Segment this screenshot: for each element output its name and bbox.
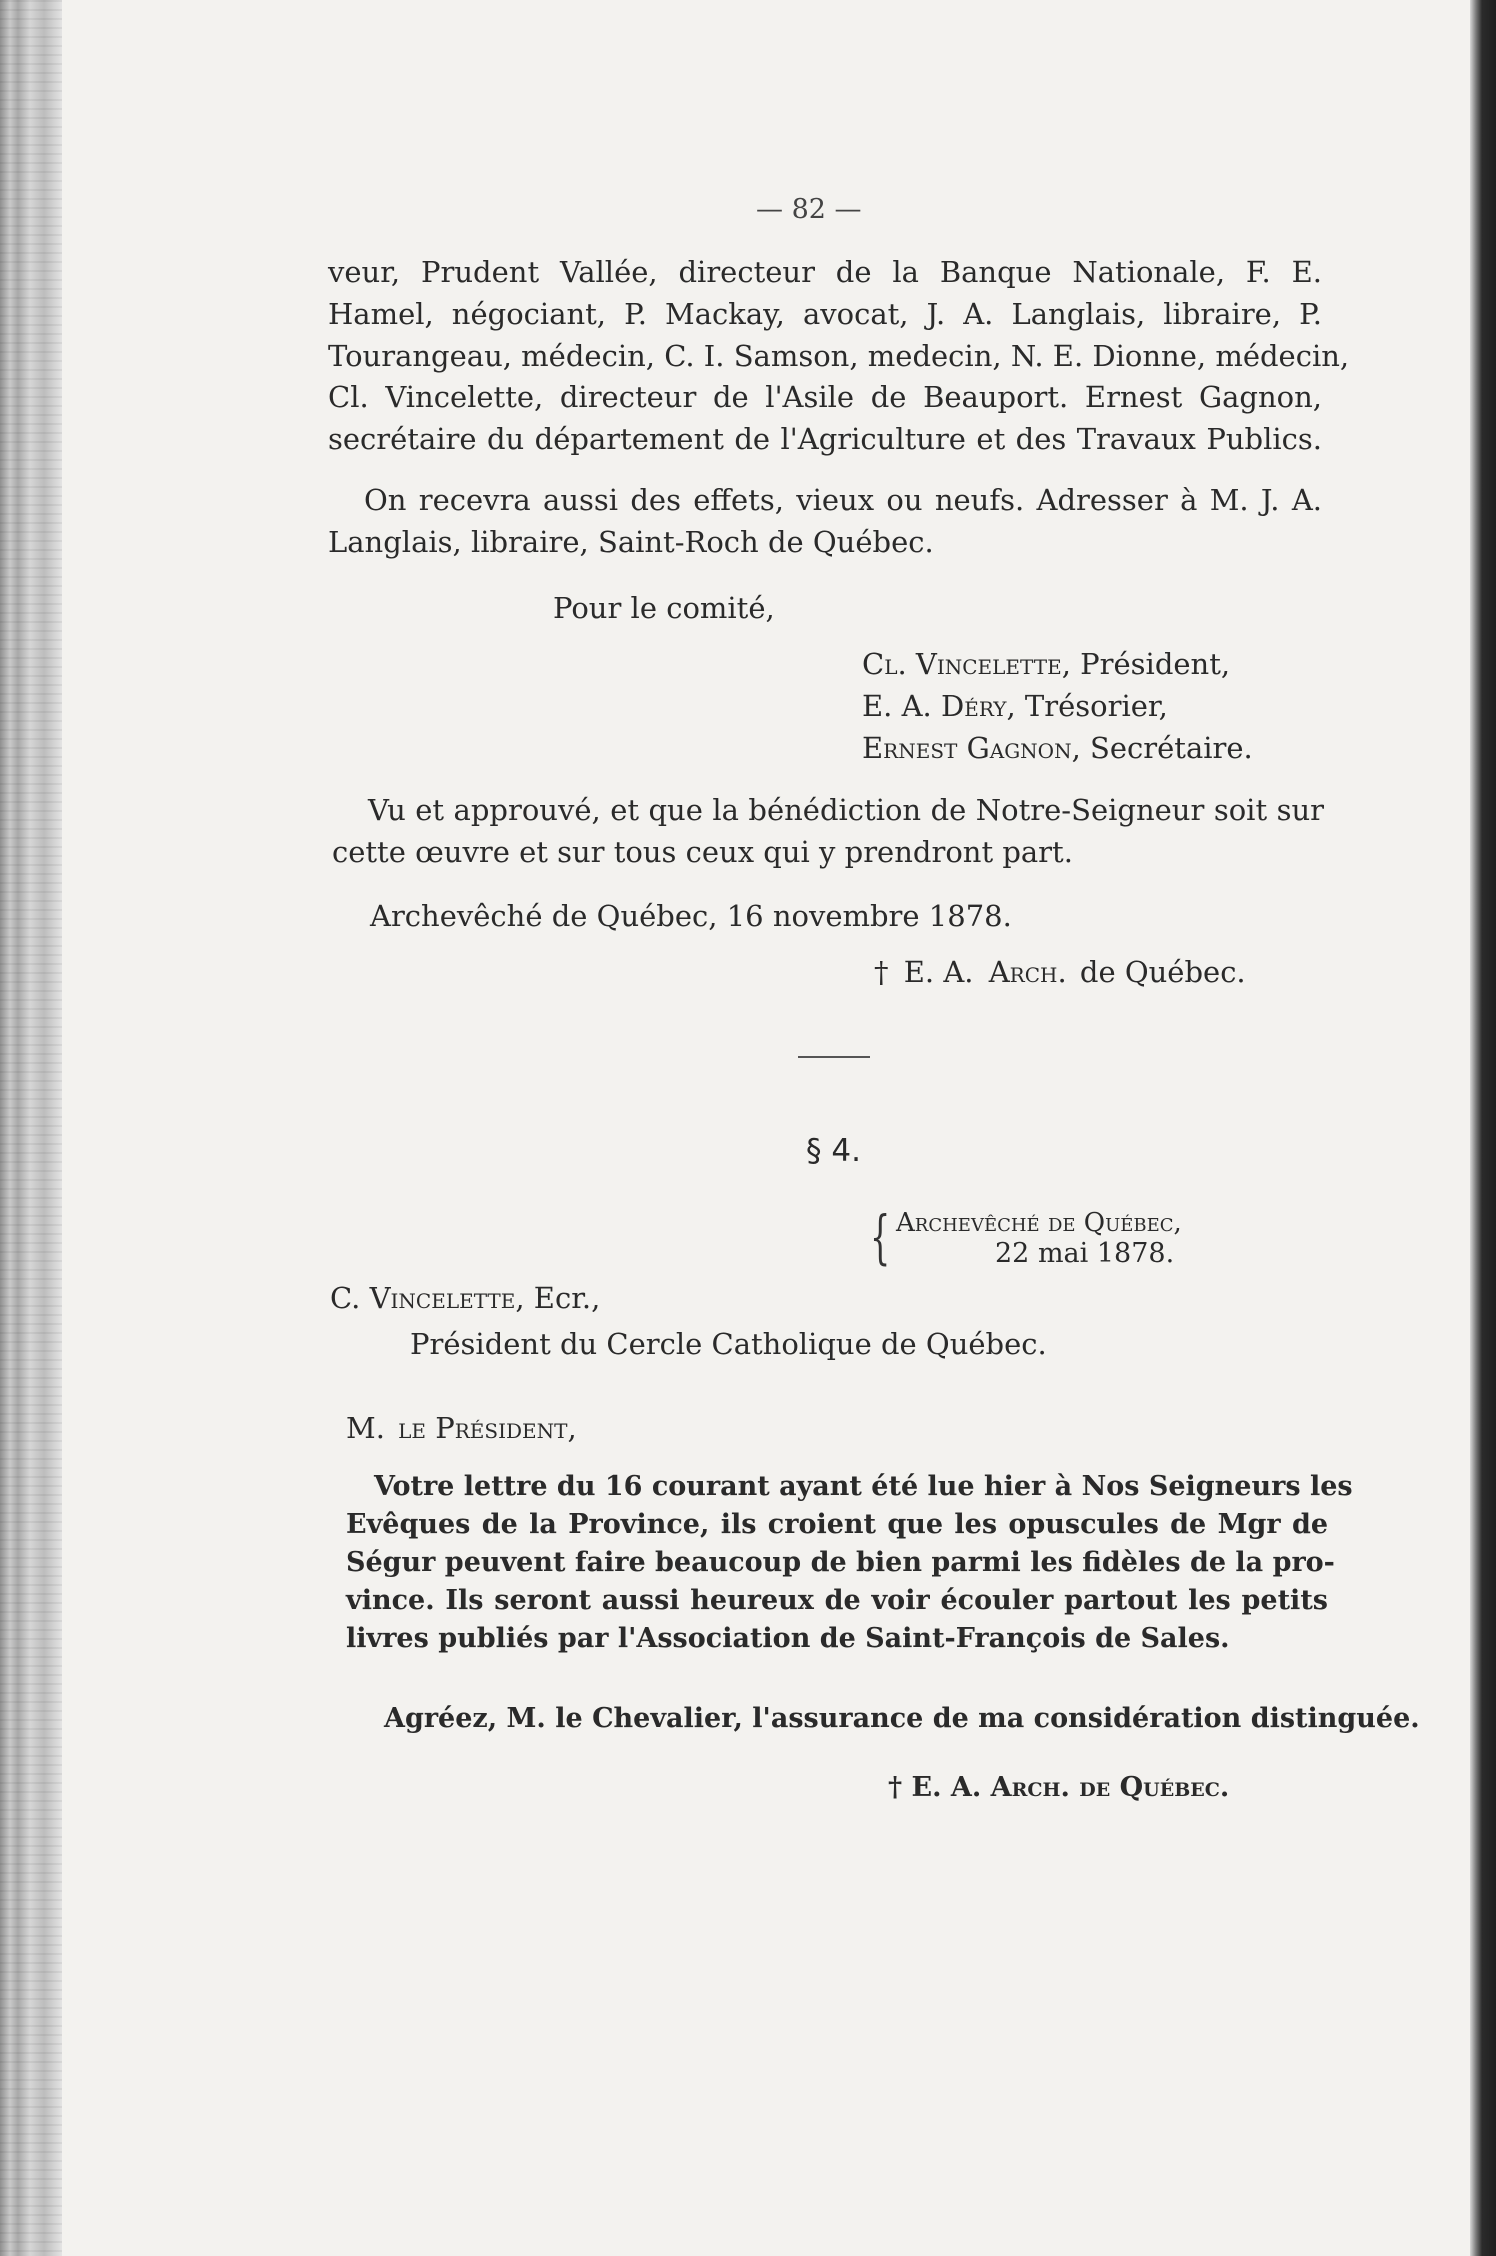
signature-title: Arch.: [988, 955, 1067, 989]
letter-header-date: 22 mai 1878.: [995, 1238, 1175, 1269]
salutation-prefix: M.: [346, 1411, 385, 1445]
paragraph-donations: [328, 480, 1322, 564]
signature-initials: E. A.: [903, 955, 974, 989]
paragraph-approval: [332, 790, 1324, 874]
signature-suffix: de Québec.: [1079, 955, 1246, 989]
text-line: veur, Prudent Vallée, directeur de la Banque Nationale, F. E.: [328, 255, 1322, 289]
paragraph-committee-list: [328, 252, 1350, 461]
approval-place-date: Archevêché de Québec, 16 novembre 1878.: [370, 899, 1012, 933]
section-heading: § 4.: [806, 1133, 861, 1169]
letter-recipient-title: Président du Cercle Catholique de Québec.: [410, 1327, 1047, 1361]
letter-header-place: Archevêché de Québec,: [896, 1208, 1182, 1238]
member-name: E. A. Déry: [862, 689, 1007, 723]
text-line: Hamel, négociant, P. Mackay, avocat, J. A. Langlais, libraire, P.: [328, 296, 1322, 331]
text-line: vince. Ils seront aussi heureux de voir écouler partout les petits: [346, 1585, 1328, 1616]
cross-symbol: †: [874, 955, 889, 989]
member-name: Cl. Vincelette: [862, 647, 1062, 681]
text-line: Langlais, libraire, Saint-Roch de Québec.: [328, 524, 934, 559]
recipient-suffix: , Ecr.,: [515, 1281, 601, 1315]
text-line: Evêques de la Province, ils croient que les opuscules de Mgr de: [346, 1509, 1328, 1540]
text-line: On recevra aussi des effets, vieux ou neufs. Adresser à M. J. A.: [364, 483, 1322, 517]
salutation-name: le Président,: [398, 1411, 577, 1445]
text-line: Cl. Vincelette, directeur de l'Asile de Beauport. Ernest Gagnon,: [328, 380, 1322, 415]
letter-recipient: [330, 1281, 601, 1315]
text-line: secrétaire du département de l'Agriculture et des Travaux Publics.: [328, 422, 1322, 457]
approval-signature: [874, 955, 1246, 989]
section-divider: [798, 1056, 870, 1058]
letter-closing: [384, 1700, 1420, 1738]
scan-gutter: [0, 0, 62, 2256]
committee-member-secretary: [862, 731, 1253, 765]
brace-symbol: {: [870, 1203, 891, 1271]
text-line: Agréez, M. le Chevalier, l'assurance de ma considération distinguée.: [384, 1703, 1420, 1734]
text-line: Votre lettre du 16 courant ayant été lue hier à Nos Seigneurs les: [374, 1471, 1353, 1502]
member-role: , Président,: [1061, 647, 1231, 681]
member-role: , Trésorier,: [1006, 689, 1168, 723]
text-line: Ségur peuvent faire beaucoup de bien parmi les fidèles de la pro-: [346, 1547, 1335, 1578]
text-line: cette œuvre et sur tous ceux qui y prendront part.: [332, 834, 1073, 869]
member-name: Ernest Gagnon: [862, 731, 1072, 765]
committee-intro: Pour le comité,: [553, 591, 775, 625]
text-line: Tourangeau, médecin, C. I. Samson, medecin, N. E. Dionne, médecin,: [328, 338, 1350, 373]
letter-signature: † E. A. Arch. de Québec.: [888, 1772, 1230, 1803]
committee-member-president: [862, 647, 1231, 681]
scan-right-edge: [1470, 0, 1496, 2256]
recipient-name: C. Vincelette: [330, 1281, 516, 1315]
member-role: , Secrétaire.: [1071, 731, 1253, 765]
text-line: Vu et approuvé, et que la bénédiction de Notre-Seigneur soit sur: [368, 793, 1324, 827]
letter-salutation: [346, 1411, 577, 1445]
page-number: — 82 —: [756, 194, 862, 225]
letter-body: [346, 1468, 1353, 1658]
committee-member-treasurer: [862, 689, 1168, 723]
text-line: livres publiés par l'Association de Saint-François de Sales.: [346, 1623, 1230, 1654]
